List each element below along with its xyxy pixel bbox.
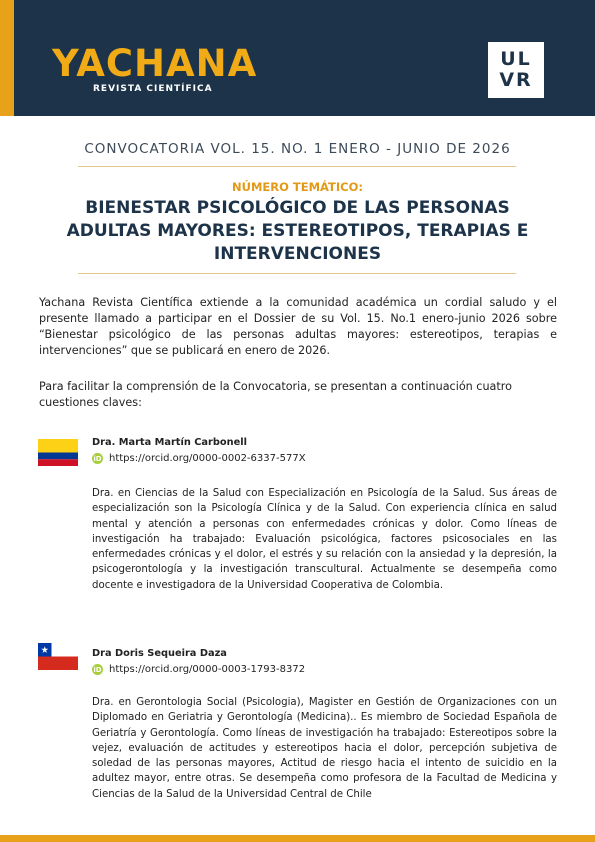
colombia-flag-icon — [38, 439, 78, 466]
person-bio: Dra. en Ciencias de la Salud con Especialización en Psicología de la Salud. Sus áreas de especialización son la Psicología Clínica y de la Salud. Con experiencia clínica en salud mental y atención a personas con enfermedades crónicas y dolor. Como líneas de investigación ha trabajado: Evaluación psicológica, factores psicosociales en las enfermedades crónicas y el dolor, el estrés y su relación con la ansiedad y la depresión, la psicogerontología y la investigación transcultural. Actualmente se desempeña como docente e investigadora de la Universidad Cooperativa de Colombia. — [92, 488, 557, 591]
orcid-icon: iD — [93, 454, 102, 463]
person-name: Dra Doris Sequeira Daza — [92, 648, 227, 659]
page-title: BIENESTAR PSICOLÓGICO DE LAS PERSONAS ADULTAS MAYORES: ESTEREOTIPOS, TERAPIAS E INTERVENCIONES — [66, 198, 529, 264]
university-badge-line2: VR — [499, 69, 533, 91]
journal-logo: YACHANA — [52, 42, 258, 85]
university-badge-line1: UL — [500, 48, 532, 70]
divider-top — [78, 166, 516, 167]
orcid-url[interactable]: https://orcid.org/0000-0003-1793-8372 — [109, 664, 306, 675]
person-bio: Dra. en Gerontologia Social (Psicologia), Magister en Gestión de Organizaciones con un Diplomado en Geriatria y Gerontología (Medicina).. Es miembro de Sociedad Española de Geriatría y Gerontología. Como líneas de investigación ha trabajado: Estereotipos sobre la vejez, evaluación de actitudes y estereotipos hacia el dolor, percepción subjetiva de soledad de las personas mayores, Actitud de riesgo hacia el intento de suicidio en la adultez mayor, entre otras. Se desempeña como profesora de la Facultad de Medicina y Ciencias de la Salud de la Universidad Central de Chile — [92, 697, 557, 800]
intro-paragraph: Yachana Revista Científica extiende a la comunidad académica un cordial saludo y el presente llamado a participar en el Dossier de su Vol. 15. No.1 enero-junio 2026 sobre “Bienestar psicológico de las personas adultas mayores: estereotipos, terapias e intervenciones” que se publicará en enero de 2026. — [39, 296, 557, 357]
orcid-link[interactable] — [92, 664, 305, 675]
footer-accent-bar — [0, 835, 595, 842]
orcid-link[interactable] — [92, 453, 306, 464]
header-banner — [0, 0, 595, 116]
thematic-label: NÚMERO TEMÁTICO: — [232, 180, 363, 194]
university-badge — [488, 42, 544, 98]
divider-bottom — [78, 273, 516, 274]
person-name: Dra. Marta Martín Carbonell — [92, 437, 247, 448]
call-heading: CONVOCATORIA VOL. 15. NO. 1 ENERO - JUNIO DE 2026 — [84, 141, 511, 157]
journal-logo-subtitle: REVISTA CIENTÍFICA — [93, 84, 213, 94]
orcid-url[interactable]: https://orcid.org/0000-0002-6337-577X — [109, 453, 306, 464]
orcid-icon: iD — [93, 665, 102, 674]
chile-flag-icon — [38, 643, 78, 670]
header-accent-bar — [0, 0, 14, 116]
intro-paragraph-2: Para facilitar la comprensión de la Convocatoria, se presentan a continuación cuatro cuestiones claves: — [39, 380, 512, 409]
